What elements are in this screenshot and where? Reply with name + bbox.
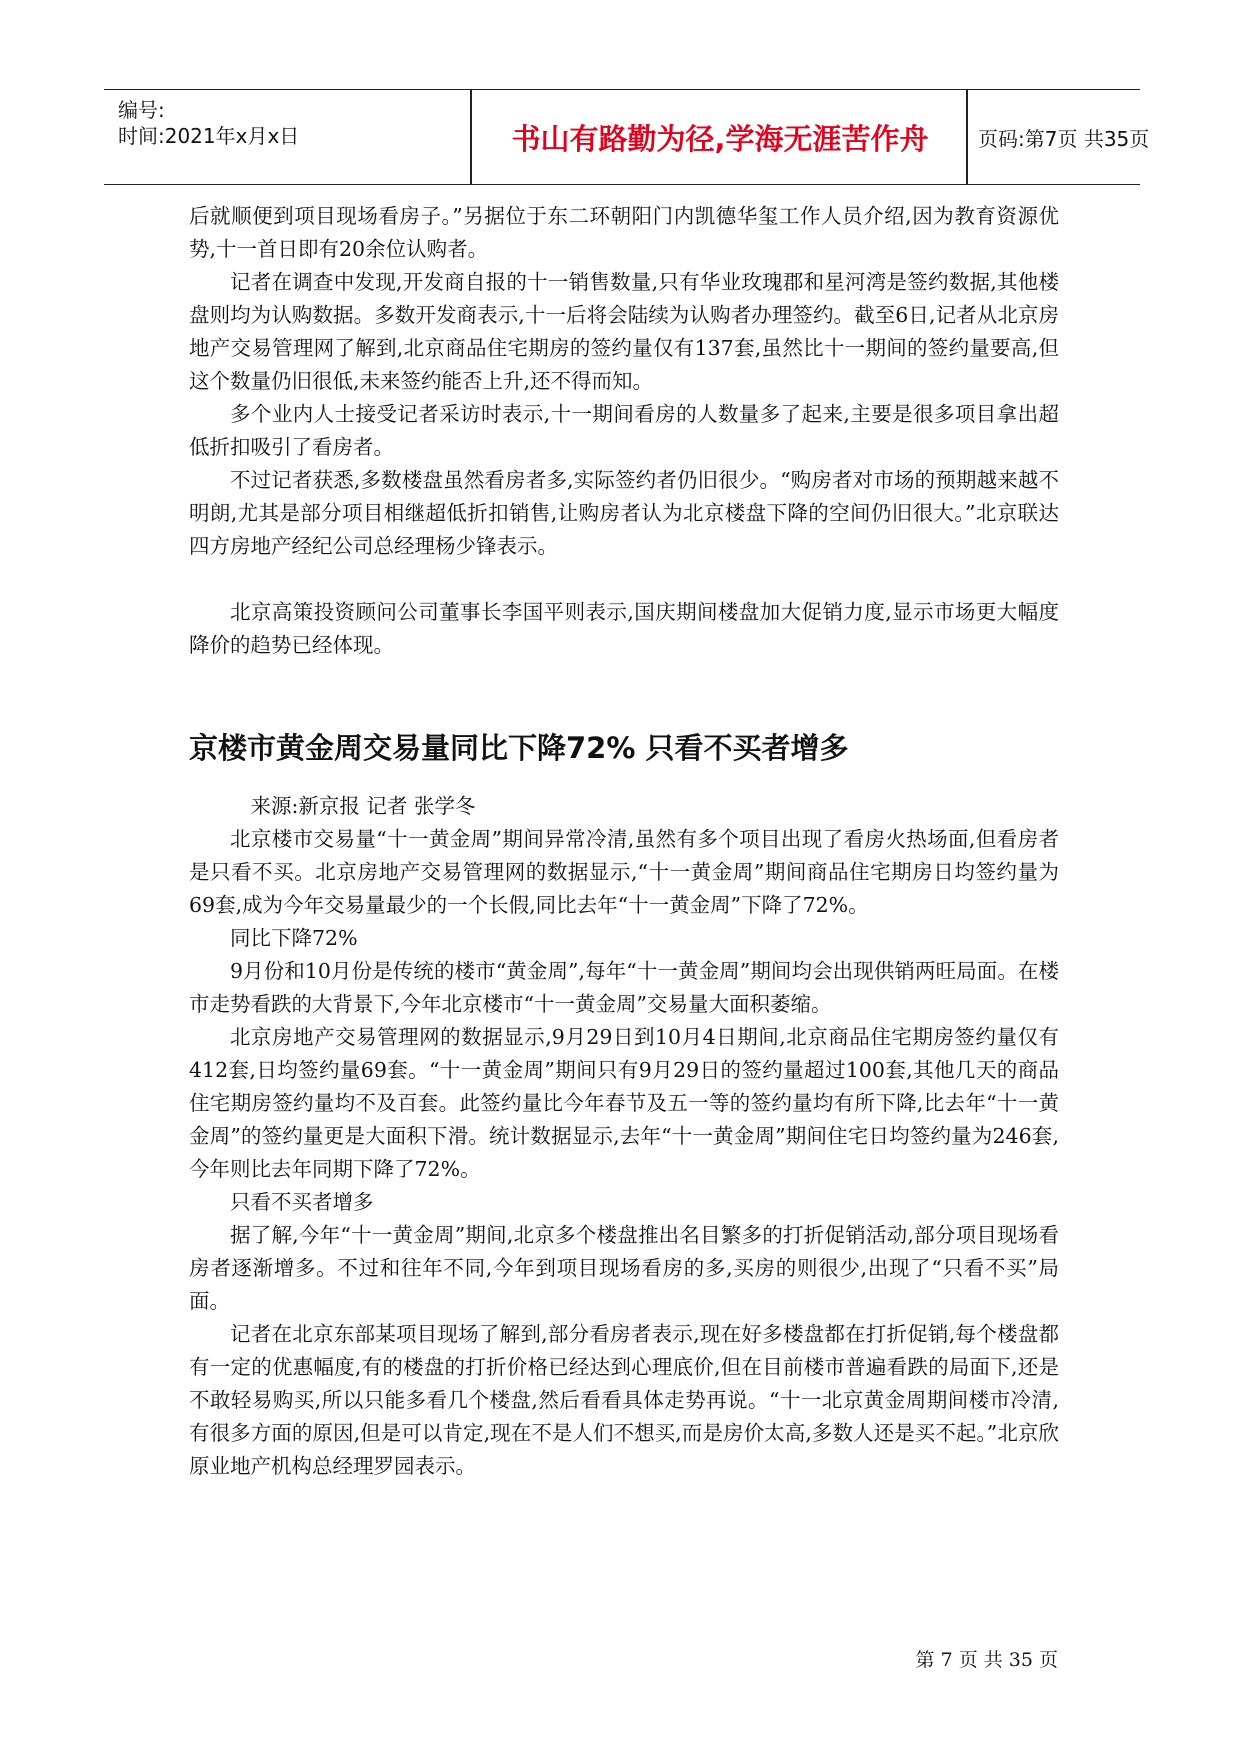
header-page-label: 页码:第7页 共35页 <box>978 126 1150 151</box>
article2-paragraph: 北京房地产交易管理网的数据显示,9月29日到10月4日期间,北京商品住宅期房签约量仅有412套,日均签约量69套。“十一黄金周”期间只有9月29日的签约量超过100套,其他几天的商品住宅期房签约量均不及百套。此签约量比今年春节及五一等的签约量均有所下降,比去年“十一黄金周”的签约量更是大面积下滑。统计数据显示,去年“十一黄金周”期间住宅日均签约量为246套,今年则比去年同期下降了72%。 <box>189 1025 1059 1181</box>
header-divider-right <box>966 90 968 184</box>
article2-paragraph: 记者在北京东部某项目现场了解到,部分看房者表示,现在好多楼盘都在打折促销,每个楼盘都有一定的优惠幅度,有的楼盘的打折价格已经达到心理底价,但在目前楼市普遍看跌的局面下,还是不敢轻易购买,所以只能多看几个楼盘,然后看看具体走势再说。“十一北京黄金周期间楼市冷清,有很多方面的原因,但是可以肯定,现在不是人们不想买,而是房价太高,多数人还是买不起。”北京欣原业地产机构总经理罗园表示。 <box>189 1322 1059 1478</box>
article1-paragraph: 记者在调查中发现,开发商自报的十一销售数量,只有华业玫瑰郡和星河湾是签约数据,其他楼盘则均为认购数据。多数开发商表示,十一后将会陆续为认购者办理签约。截至6日,记者从北京房地产交易管理网了解到,北京商品住宅期房的签约量仅有137套,虽然比十一期间的签约量要高,但这个数量仍旧很低,未来签约能否上升,还不得而知。 <box>189 270 1059 393</box>
article2-source: 来源:新京报 记者 张学冬 <box>250 794 476 818</box>
page-header <box>104 89 1150 185</box>
header-divider-left <box>470 90 472 184</box>
section-title-decline: 同比下降72% <box>230 926 358 950</box>
spacer <box>189 662 1059 728</box>
header-meta <box>118 90 470 184</box>
spacer <box>189 563 1059 596</box>
serial-label: 编号: <box>118 98 165 122</box>
page-footer: 第 7 页 共 35 页 <box>915 1649 1058 1671</box>
page-content <box>189 200 1059 1483</box>
section-title-lookers: 只看不买者增多 <box>230 1190 374 1214</box>
article2-paragraph: 据了解,今年“十一黄金周”期间,北京多个楼盘推出名目繁多的打折促销活动,部分项目现场看房者逐渐增多。不过和往年不同,今年到项目现场看房的多,买房的则很少,出现了“只看不买”局面。 <box>189 1223 1059 1313</box>
article2-title: 京楼市黄金周交易量同比下降72% 只看不买者增多 <box>189 731 849 765</box>
time-label: 时间:2021年x月x日 <box>118 124 300 148</box>
spacer <box>189 768 1059 790</box>
article2-paragraph: 9月份和10月份是传统的楼市“黄金周”,每年“十一黄金周”期间均会出现供销两旺局面。在楼市走势看跌的大背景下,今年北京楼市“十一黄金周”交易量大面积萎缩。 <box>189 959 1059 1016</box>
article1-paragraph: 多个业内人士接受记者采访时表示,十一期间看房的人数量多了起来,主要是很多项目拿出超低折扣吸引了看房者。 <box>189 402 1059 459</box>
header-page-cell <box>978 90 1150 184</box>
article1-paragraph: 北京高策投资顾问公司董事长李国平则表示,国庆期间楼盘加大促销力度,显示市场更大幅度降价的趋势已经体现。 <box>189 600 1059 657</box>
article1-paragraph: 后就顺便到项目现场看房子。”另据位于东二环朝阳门内凯德华玺工作人员介绍,因为教育资源优势,十一首日即有20余位认购者。 <box>189 204 1059 261</box>
header-motto-cell <box>474 90 966 184</box>
article1-paragraph: 不过记者获悉,多数楼盘虽然看房者多,实际签约者仍旧很少。“购房者对市场的预期越来越不明朗,尤其是部分项目相继超低折扣销售,让购房者认为北京楼盘下降的空间仍旧很大。”北京联达四方房地产经纪公司总经理杨少锋表示。 <box>189 468 1059 558</box>
article2-intro: 北京楼市交易量“十一黄金周”期间异常冷清,虽然有多个项目出现了看房火热场面,但看房者是只看不买。北京房地产交易管理网的数据显示,“十一黄金周”期间商品住宅期房日均签约量为69套,成为今年交易量最少的一个长假,同比去年“十一黄金周”下降了72%。 <box>189 827 1059 917</box>
header-motto: 书山有路勤为径,学海无涯苦作舟 <box>511 121 929 156</box>
